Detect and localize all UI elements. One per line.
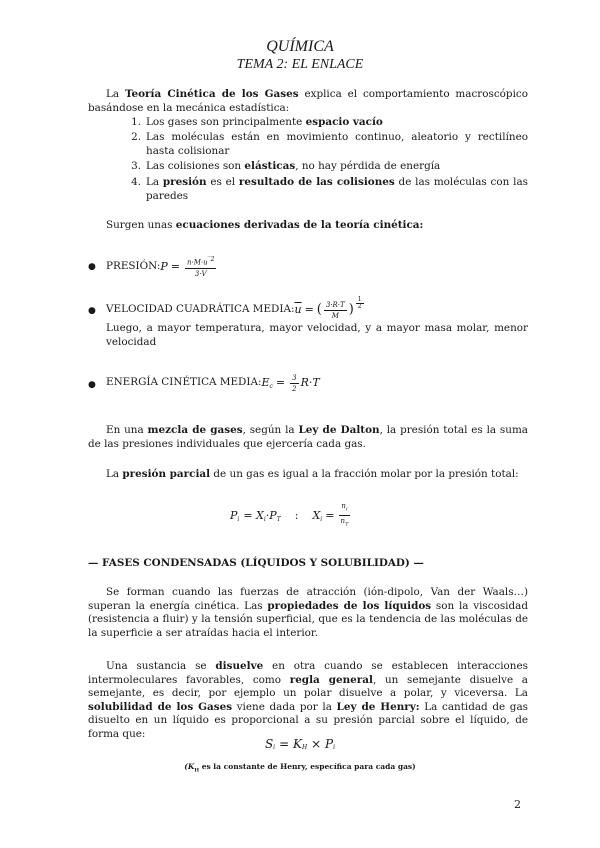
liquids-text: Se forman cuando las fuerzas de atracción (ión-dipolo, Van der Waals…) superan la energía cinética. Las [88,586,528,612]
list-item-text: Las colisiones son [146,160,245,172]
liquids-bold: propiedades de los líquidos [267,599,432,612]
list-item-text: , no hay pérdida de energía [295,160,441,172]
velocity-equation: VELOCIDAD CUADRÁTICA MEDIA: $\overline{u}$ = ( $\frac{3\cdot R\cdot T}{M}$ ) $\frac{1}{2}$ [106,295,362,320]
molar-numerator [339,501,349,515]
henry-sub: i [333,744,336,751]
henry-sub: i [273,744,276,751]
pressure-fraction [185,255,216,278]
molar-num: n [341,502,346,511]
list-item [146,131,528,158]
list-item-bold: resultado de las colisiones [238,176,395,188]
eq-equals: = [325,508,335,522]
intro-text-b: explica el comportamiento macroscópico basándose en la mecánica estadística: [88,88,528,114]
bullet-icon: ● [88,380,96,390]
bullet-icon: ● [88,306,96,316]
list-number: 2. [131,131,141,143]
henry-mid: = K [279,736,302,751]
list-item [146,160,528,174]
dalton-text: , según la [242,424,299,436]
solubility-text: Una sustancia se [106,660,216,672]
dalton-paragraph [88,424,528,451]
list-number: 1. [131,116,141,128]
pressure-label: PRESIÓN: [106,260,161,273]
velocity-note: Luego, a mayor temperatura, mayor velocidad, y a mayor masa molar, menor velocidad [106,322,528,348]
henry-rhs: × P [311,736,334,751]
henry-note-text: (K [184,762,195,771]
dalton-text: En una [106,424,148,436]
list-item-text: de las moléculas con las paredes [146,176,528,202]
list-number: 4. [131,176,141,188]
equations-intro-text: Surgen unas [106,219,176,231]
dalton-bold: Ley de Dalton [298,424,380,436]
henry-note-text: es la constante de Henry, específica para cada gas) [199,762,416,771]
pressure-denominator: 3·V [194,269,207,278]
velocity-fraction [324,300,347,321]
velocity-exp-num: 1 [357,295,362,303]
list-item [146,176,528,203]
velocity-label: VELOCIDAD CUADRÁTICA MEDIA: [106,303,295,316]
henry-sub: H [301,744,308,751]
solubility-text: , un semejante disuelve a semejante, es decir, por ejemplo un polar disuelve a polar, y viceversa. La [88,673,529,700]
list-item-text: Las moléculas están en movimiento continuo, aleatorio y rectilíneo hasta colisionar [146,131,528,157]
molar-fraction [339,501,349,529]
solubility-text: La cantidad de gas disuelto en un líquido es proporcional a su presión parcial sobre el líquido, de forma que: [88,700,528,740]
henry-symbol: S [264,736,274,751]
molar-num-sub: i [345,506,348,513]
energy-numerator: 3 [292,373,297,382]
solubility-bold: regla general [289,673,373,686]
eq-rhs: ·P [265,508,277,522]
dalton-text: , la presión total es la suma de las presiones individuales que ejercería cada gas. [88,424,528,450]
partial-bold: presión parcial [122,468,211,480]
partial-text: La [106,468,123,480]
partial-text: de un gas es igual a la fracción molar por la presión total: [210,468,519,480]
eq-symbol: X [312,508,321,522]
solubility-text: en otra cuando se establecen interacciones intermoleculares favorables, como [88,660,528,686]
page-number: 2 [514,798,521,811]
henry-equation [0,736,600,751]
eq-sub: i [237,515,240,523]
equations-intro-bold: ecuaciones derivadas de la teoría cinética: [175,219,424,231]
eq-symbol: P [230,508,238,522]
velocity-exp-den: 2 [357,302,362,310]
velocity-numerator: 3·R·T [325,300,345,309]
solubility-bold: solubilidad de los Gases [88,700,233,713]
velocity-exponent [356,297,364,310]
partial-pressure-equation [230,498,352,532]
intro-text-a: La [106,88,125,100]
intro-paragraph [88,88,528,115]
pressure-num-text: n·M·u [187,258,208,267]
pressure-equation: PRESIÓN: P = $\frac{n\cdot M\cdot u^{‾2}}{3\cdot V}$ [106,256,215,278]
equations-intro [106,219,423,233]
molar-den-sub: T [345,520,349,527]
energy-subscript: c [269,383,273,391]
energy-fraction [290,373,298,394]
energy-equation: ENERGÍA CINÉTICA MEDIA: E $_c$ = $\frac{3}{2}$ R·T [106,373,320,393]
intro-bold-theory: Teoría Cinética de los Gases [124,88,299,100]
list-item-text: Los gases son principalmente [146,116,306,128]
page-subtitle: TEMA 2: EL ENLACE [236,57,364,72]
liquids-text: son la viscosidad (resistencia a fluir) y la tensión superficial, que es la tendencia de las moléculas de la superficie a ser atraídas hacia el interior. [88,599,528,639]
solubility-bold: Ley de Henry: [336,700,420,713]
list-item-text: es el [206,176,239,188]
eq-separator: : [294,508,299,522]
energy-rhs: R·T [300,376,320,390]
list-item-text: La [146,176,163,188]
henry-note [0,762,600,774]
solubility-paragraph [88,660,528,742]
pressure-symbol: P [160,260,168,274]
list-item-bold: espacio vacío [305,116,383,128]
partial-pressure-text [106,468,519,482]
energy-label: ENERGÍA CINÉTICA MEDIA: [106,376,262,389]
list-number: 3. [131,160,141,172]
solubility-text: viene dada por la [232,700,337,713]
list-item-bold: elásticas [244,160,296,172]
bullet-icon: ● [88,262,96,272]
eq-sub: T [276,515,281,523]
dalton-bold: mezcla de gases [147,424,243,436]
solubility-bold: disuelve [215,660,264,672]
eq-rhs: = X [243,508,264,522]
molar-denominator [339,516,349,529]
velocity-denominator: M [331,311,339,320]
henry-note-sub: H [194,767,200,774]
page-title: QUÍMICA [266,38,334,55]
list-item-bold: presión [162,176,207,188]
energy-symbol: E [261,376,270,390]
energy-denominator: 2 [292,384,297,393]
eq-sub: i [320,515,323,523]
molar-den: n [340,516,346,525]
eq-sub: i [263,515,266,523]
liquids-paragraph [88,586,528,640]
section-heading: — FASES CONDENSADAS (LÍQUIDOS Y SOLUBILIDAD) — [88,557,424,569]
list-item [146,116,528,130]
velocity-symbol: $\overline{u}$ [294,303,302,317]
pressure-numerator: $n\cdot M\cdot u^{‾2}$ [187,256,215,267]
